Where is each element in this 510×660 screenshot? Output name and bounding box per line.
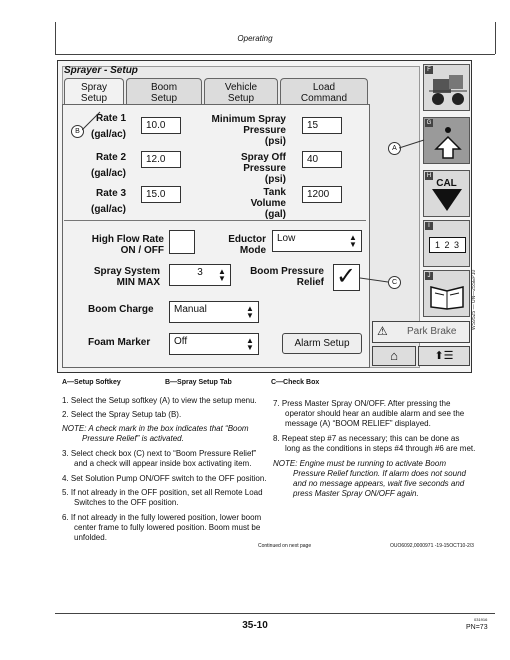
rate3-unit: (gal/ac)	[90, 204, 126, 215]
min-spray-line2: Pressure	[243, 125, 286, 136]
tab-load-command[interactable]	[280, 78, 368, 104]
step-8-line1: 8. Repeat step #7 as necessary; this can be done as	[273, 434, 460, 443]
rate2-unit: (gal/ac)	[90, 168, 126, 179]
spinner-icon[interactable]: ▲ ▼	[246, 304, 254, 320]
rate3-input[interactable]: 15.0	[141, 186, 181, 203]
callout-a: A	[388, 142, 401, 155]
setup-up-arrow-icon	[432, 124, 464, 160]
tab-label: Setup	[227, 93, 255, 104]
callout-a-leader	[399, 138, 425, 150]
min-spray-line1: Minimum Spray	[211, 114, 286, 125]
boom-charge-select[interactable]	[169, 301, 259, 323]
spinner-icon[interactable]: ▲ ▼	[246, 336, 254, 352]
softkey-letter: J	[425, 272, 433, 280]
legend-b: B—Spray Setup Tab	[165, 379, 232, 386]
tank-volume-label	[196, 187, 286, 220]
book-icon	[429, 281, 465, 311]
softkey-g-setup[interactable]	[423, 117, 470, 164]
spray-system-line2: MIN MAX	[116, 277, 160, 288]
step-5-line1: 5. If not already in the OFF position, set all Remote Load	[62, 488, 263, 497]
header-rule	[55, 54, 495, 55]
tab-label: Command	[300, 93, 348, 104]
spinner-icon[interactable]: ▲ ▼	[349, 233, 357, 249]
step-3-line2: and a check will appear inside box activating item.	[74, 459, 252, 468]
spray-system-stepper[interactable]	[169, 264, 231, 286]
note-left-line1: NOTE: A check mark in the box indicates that “Boom	[62, 424, 249, 433]
high-flow-label	[78, 234, 164, 256]
boom-charge-value: Manual	[174, 304, 207, 315]
home-button[interactable]	[372, 346, 416, 366]
callout-c-leader	[360, 274, 390, 286]
figure-code: WS9525 — UN—25SEP10	[471, 269, 477, 330]
footer-pn: PN=73	[466, 624, 488, 631]
step-3-line1: 3. Select check box (C) next to “Boom Pressure Relief”	[62, 449, 257, 458]
eductor-value: Low	[277, 233, 296, 244]
boom-relief-checkbox[interactable]: ✓	[333, 264, 360, 291]
softkey-i-numbers[interactable]	[423, 220, 470, 267]
rate1-label: Rate 1	[95, 113, 126, 124]
cal-label: CAL	[436, 178, 457, 189]
step-6-line3: unfolded.	[74, 533, 107, 542]
rate1-input[interactable]: 10.0	[141, 117, 181, 134]
foam-marker-value: Off	[174, 336, 188, 347]
callout-c: C	[388, 276, 401, 289]
spray-system-value: 3	[197, 267, 203, 278]
boom-relief-line1: Boom Pressure	[250, 266, 324, 277]
eductor-line1: Eductor	[228, 234, 266, 245]
softkey-letter: H	[426, 173, 432, 179]
step-7-line3: message (A) “BOOM RELIEF” displayed.	[285, 419, 431, 428]
tab-label: Setup	[80, 93, 108, 104]
softkey-f-sprayer[interactable]	[423, 64, 470, 111]
step-6-line1: 6. If not already in the fully lowered position, lower boom	[62, 513, 262, 522]
doc-code: OUO6092,0000971 -19-15OCT10-2/3	[390, 543, 474, 549]
foam-marker-label: Foam Marker	[88, 337, 151, 348]
legend-c: C—Check Box	[271, 379, 320, 386]
step-7-line2: operator should hear an audible alarm and see the	[285, 409, 465, 418]
note-right-line2: Pressure Relief function. If alarm does not sound	[293, 469, 466, 478]
step-1: 1. Select the Setup softkey (A) to view the setup menu.	[62, 396, 257, 405]
note-left-line2: Pressure Relief” is activated.	[82, 434, 184, 443]
tank-line2: Volume	[250, 198, 286, 209]
softkey-letter: F	[425, 66, 433, 74]
rate2-input[interactable]: 12.0	[141, 151, 181, 168]
continued-note: Continued on next page	[258, 543, 312, 549]
step-4: 4. Set Solution Pump ON/OFF switch to the OFF position.	[62, 474, 267, 483]
step-8-line2: long as the conditions in steps #4 through #6 are met.	[285, 444, 476, 453]
eductor-line2: Mode	[239, 245, 266, 256]
rate1-unit: (gal/ac)	[90, 129, 126, 140]
tab-label: Spray	[80, 82, 108, 93]
running-head: Operating	[237, 34, 273, 43]
spray-system-line1: Spray System	[93, 266, 160, 277]
high-flow-line2: ON / OFF	[120, 245, 164, 256]
note-right-line3: and no message appears, wait five seconds and	[293, 479, 465, 488]
menu-button[interactable]	[418, 346, 470, 366]
tank-line1: Tank	[263, 187, 286, 198]
number-pad-icon: 1 2 3	[429, 237, 466, 253]
spray-off-line1: Spray Off	[240, 152, 286, 163]
boom-relief-label	[236, 266, 324, 288]
park-brake-label: Park Brake	[407, 326, 457, 337]
spray-system-label	[80, 266, 160, 288]
rate3-label: Rate 3	[95, 188, 126, 199]
spray-off-input[interactable]: 40	[302, 151, 342, 168]
tab-label: Vehicle	[224, 82, 258, 93]
down-triangle-icon	[432, 189, 462, 213]
note-right-line4: press Master Spray ON/OFF again.	[293, 489, 419, 498]
step-2: 2. Select the Spray Setup tab (B).	[62, 410, 182, 419]
rate2-label: Rate 2	[95, 152, 126, 163]
page-number: 35-10	[242, 620, 268, 631]
park-brake-indicator	[372, 321, 470, 343]
alarm-setup-button[interactable]: Alarm Setup	[282, 333, 362, 354]
spray-off-label	[196, 152, 286, 185]
sprayer-icon	[429, 73, 467, 107]
screen-title: Sprayer - Setup	[64, 65, 138, 76]
tab-label: Boom	[150, 82, 178, 93]
spray-off-line2: Pressure	[243, 163, 286, 174]
step-5-line2: Switches to the OFF position.	[74, 498, 179, 507]
min-spray-label	[196, 114, 286, 147]
step-7-line1: 7. Press Master Spray ON/OFF. After pressing the	[273, 399, 451, 408]
high-flow-line1: High Flow Rate	[91, 234, 164, 245]
tab-boom-setup[interactable]	[126, 78, 202, 104]
boom-charge-label: Boom Charge	[88, 304, 154, 315]
softkey-letter: G	[426, 120, 432, 126]
spinner-icon[interactable]: ▲ ▼	[218, 267, 226, 283]
tank-volume-input[interactable]: 1200	[302, 186, 342, 203]
footer-rule	[55, 613, 495, 614]
legend-a: A—Setup Softkey	[62, 379, 121, 386]
warning-icon: ⚠	[377, 324, 388, 338]
callout-b: B	[71, 125, 84, 138]
boom-relief-line2: Relief	[296, 277, 324, 288]
tank-line3: (gal)	[264, 209, 286, 220]
home-icon: ⌂	[390, 348, 398, 363]
footer-code-small: 031916	[474, 617, 488, 622]
softkey-h-cal[interactable]	[423, 170, 470, 217]
eductor-select[interactable]	[272, 230, 362, 252]
high-flow-checkbox[interactable]	[169, 230, 195, 254]
foam-marker-select[interactable]	[169, 333, 259, 355]
spray-off-line3: (psi)	[264, 174, 286, 185]
callout-b-leader	[82, 110, 102, 132]
eductor-label	[212, 234, 266, 256]
softkey-letter: I	[425, 222, 433, 230]
note-right-line1: NOTE: Engine must be running to activate Boom	[273, 459, 446, 468]
softkey-j-manual[interactable]	[423, 270, 470, 317]
step-6-line2: center frame to fully lowered position. Boom must be	[74, 523, 261, 532]
tab-label: Setup	[150, 93, 178, 104]
panel-divider	[64, 220, 366, 221]
min-spray-line3: (psi)	[264, 136, 286, 147]
min-spray-input[interactable]: 15	[302, 117, 342, 134]
up-menu-icon: ⬆☰	[434, 350, 454, 362]
tab-vehicle-setup[interactable]	[204, 78, 278, 104]
tab-label: Load	[312, 82, 336, 93]
